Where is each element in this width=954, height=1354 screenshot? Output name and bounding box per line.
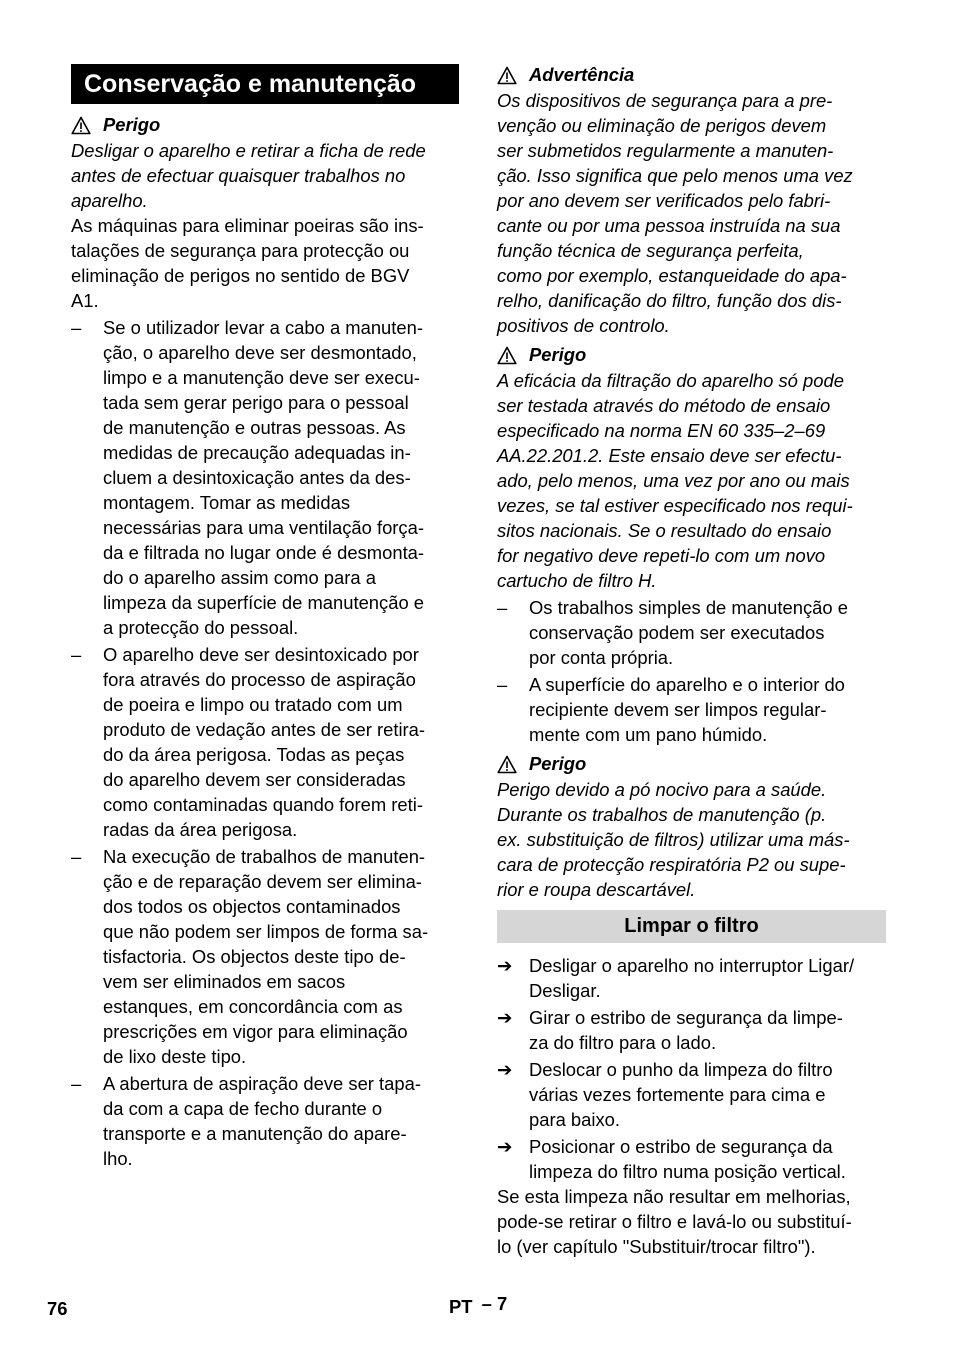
section-title: Conservação e manutenção <box>71 64 459 104</box>
right-column <box>497 60 886 1259</box>
left-column <box>71 60 459 1171</box>
arrow-right-icon: ➔ <box>497 1136 513 1157</box>
step-item: ➔ Girar o estribo de segurança da limpe- za do filtro para o lado. <box>497 1007 843 1053</box>
subsection-heading: Limpar o filtro <box>497 910 886 943</box>
arrow-right-icon: ➔ <box>497 955 513 976</box>
step-item: ➔ Deslocar o punho da limpeza do filtro várias vezes fortemente para cima e para baixo. <box>497 1059 833 1130</box>
page-number: 76 <box>47 1298 68 1319</box>
warning-text: A eficácia da filtração do aparelho só pode ser testada através do método de ensaio especificado na norma EN 60 335–2–69 AA.22.201.2. Este ensaio deve ser efectu- ado, pelo menos, uma vez por ano ou mais vezes, se tal estiver especificado nos requi- sitos nacionais. Se o resultado do ensaio for negativo deve repeti-lo com um novo cartucho de filtro H. <box>497 370 853 591</box>
dash-bullet: – <box>497 674 508 695</box>
warning-label: Perigo <box>103 114 161 135</box>
list-item: – Na execução de trabalhos de manuten- ção e de reparação devem ser elimina- dos todos os objectos contaminados que não podem ser limpos de forma sa- tisfactoria. Os objectos deste tipo de- vem ser eliminados em sacos estanques, em concordância com as prescrições em vigor para eliminação de lixo deste tipo. <box>71 846 429 1067</box>
warning-label: Advertência <box>529 64 635 85</box>
dash-bullet: – <box>71 317 82 338</box>
closing-paragraph: Se esta limpeza não resultar em melhorias, pode-se retirar o filtro e lavá-lo ou substituí- lo (ver capítulo "Substituir/trocar filtro"). <box>497 1186 852 1257</box>
warning-triangle-icon <box>497 346 517 365</box>
warning-triangle-icon <box>71 116 91 135</box>
list-item: – A superfície do aparelho e o interior do recipiente devem ser limpos regular- mente com um pano húmido. <box>497 674 845 745</box>
arrow-right-icon: ➔ <box>497 1007 513 1028</box>
warning-text: Os dispositivos de segurança para a pre- venção ou eliminação de perigos devem ser submetidos regularmente a manuten- ção. Isso significa que pelo menos uma vez por ano devem ser verificados pelo fabri- cante ou por uma pessoa instruída na sua função técnica de segurança perfeita, como por exemplo, estanqueidade do apa- relho, danificação do filtro, função dos dis- positivos de controlo. <box>497 90 853 336</box>
list-item: – Se o utilizador levar a cabo a manuten- ção, o aparelho deve ser desmontado, limpo e a manutenção deve ser execu- tada sem gerar perigo para o pessoal de manutenção e outras pessoas. As medidas de precaução adequadas in- cluem a desintoxicação antes da des- montagem. Tomar as medidas necessárias para uma ventilação força- da e filtrada no lugar onde é desmonta- do o aparelho assim como para a limpeza da superfície de manutenção e a protecção do pessoal. <box>71 317 425 638</box>
intro-paragraph: As máquinas para eliminar poeiras são ins- talações de segurança para protecção ou eliminação de perigos no sentido de BGV A1. <box>71 215 424 311</box>
dash-bullet: – <box>71 846 82 867</box>
warning-heading <box>497 751 886 777</box>
warning-label: Perigo <box>529 753 587 774</box>
warning-text: Desligar o aparelho e retirar a ficha de rede antes de efectuar quaisquer trabalhos no aparelho. <box>71 140 426 211</box>
dash-bullet: – <box>497 597 508 618</box>
arrow-right-icon: ➔ <box>497 1059 513 1080</box>
warning-text: Perigo devido a pó nocivo para a saúde. Durante os trabalhos de manutenção (p. ex. substituição de filtros) utilizar uma más- cara de protecção respiratória P2 ou supe- rior e roupa descartável. <box>497 779 850 900</box>
step-item: ➔ Posicionar o estribo de segurança da limpeza do filtro numa posição vertical. <box>497 1136 846 1182</box>
list-item: – O aparelho deve ser desintoxicado por fora através do processo de aspiração de poeira e limpo ou tratado com um produto de vedação antes de ser retira- do da área perigosa. Todas as peças do aparelho devem ser consideradas como contaminadas quando forem reti- radas da área perigosa. <box>71 644 426 840</box>
warning-heading <box>71 112 459 138</box>
list-item: – Os trabalhos simples de manutenção e conservação podem ser executados por conta própria. <box>497 597 848 668</box>
warning-heading <box>497 342 886 368</box>
warning-triangle-icon <box>497 755 517 774</box>
section-page: – 7 <box>481 1293 508 1314</box>
warning-label: Perigo <box>529 344 587 365</box>
step-item: ➔ Desligar o aparelho no interruptor Ligar/ Desligar. <box>497 955 855 1001</box>
dash-bullet: – <box>71 1073 82 1094</box>
language-code: PT <box>449 1296 473 1317</box>
warning-heading <box>497 62 886 88</box>
warning-triangle-icon <box>497 66 517 85</box>
dash-bullet: – <box>71 644 82 665</box>
list-item: – A abertura de aspiração deve ser tapa- da com a capa de fecho durante o transporte e a manutenção do apare- lho. <box>71 1073 421 1169</box>
footer-section-label <box>449 1293 508 1318</box>
